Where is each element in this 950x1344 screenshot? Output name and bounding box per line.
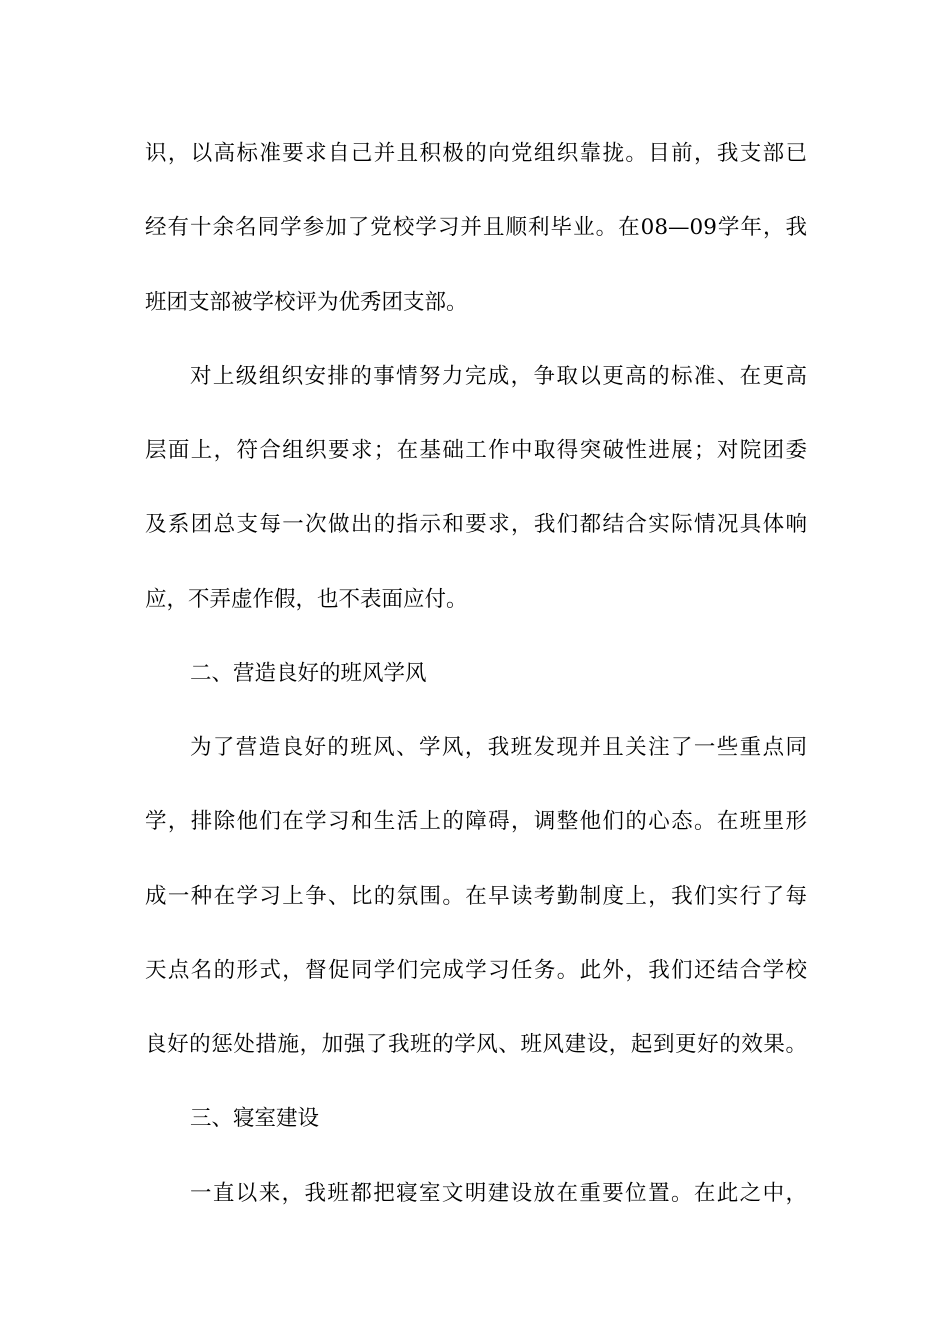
text-line: 良好的惩处措施，加强了我班的学风、班风建设，起到更好的效果。 [145,1032,807,1057]
text-line: 班团支部被学校评为优秀团支部。 [145,290,468,315]
text-line: 识，以高标准要求自己并且积极的向党组织靠拢。目前，我支部已 [145,141,807,166]
text-line: 学，排除他们在学习和生活上的障碍，调整他们的心态。在班里形 [145,809,807,834]
text-line: 经有十余名同学参加了党校学习并且顺利毕业。在08—09学年，我 [145,215,807,240]
paragraph-first-line: 一直以来，我班都把寝室文明建设放在重要位置。在此之中， [190,1181,807,1206]
text-line: 天点名的形式，督促同学们完成学习任务。此外，我们还结合学校 [145,958,807,983]
section-heading: 二、营造良好的班风学风 [190,661,427,686]
paragraph-first-line: 对上级组织安排的事情努力完成，争取以更高的标准、在更高 [190,364,807,389]
text-line: 及系团总支每一次做出的指示和要求，我们都结合实际情况具体响 [145,512,807,537]
text-line: 应，不弄虚作假，也不表面应付。 [145,587,468,612]
paragraph-first-line: 为了营造良好的班风、学风，我班发现并且关注了一些重点同 [190,735,807,760]
text-line: 层面上，符合组织要求；在基础工作中取得突破性进展；对院团委 [145,438,807,463]
section-heading: 三、寝室建设 [190,1106,320,1131]
text-line: 成一种在学习上争、比的氛围。在早读考勤制度上，我们实行了每 [145,884,807,909]
